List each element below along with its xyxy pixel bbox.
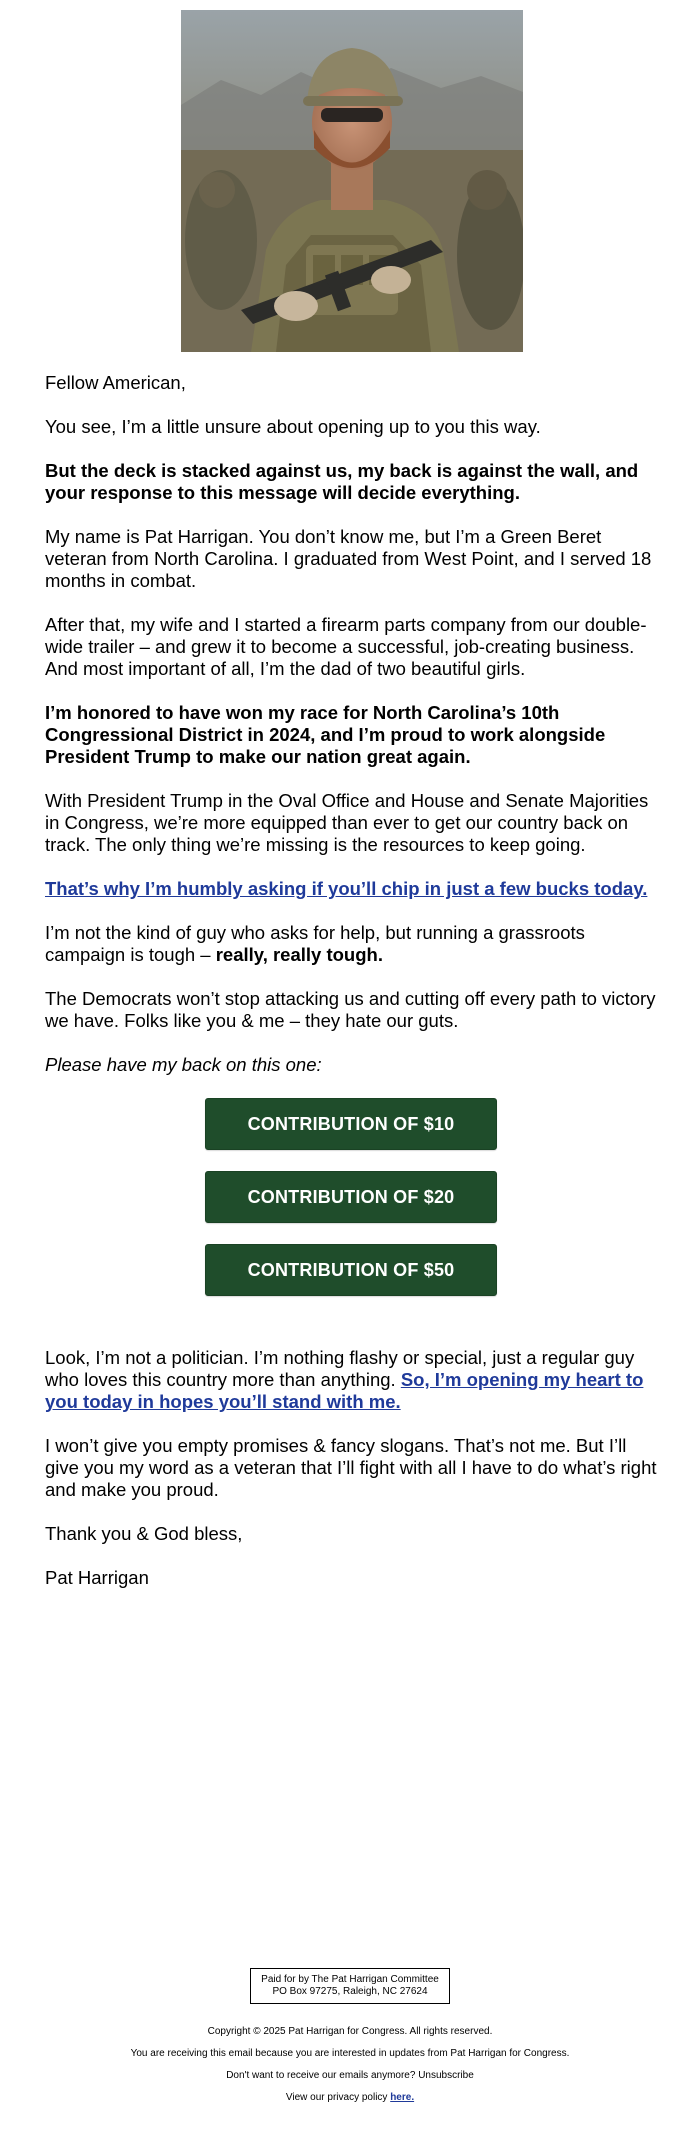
chip-in-link[interactable]: That’s why I’m humbly asking if you’ll chip in just a few bucks today. [45,878,648,899]
contribute-10-button[interactable]: CONTRIBUTION OF $10 [205,1098,497,1150]
po-box-line: PO Box 97275, Raleigh, NC 27624 [272,1986,428,1997]
paragraph-stacked: But the deck is stacked against us, my back is against the wall, and your response to this message will decide everything. [45,460,639,503]
privacy-line [0,2092,700,2104]
paragraph-democrats: The Democrats won’t stop attacking us and cutting off every path to victory we have. Folks like you & me – they hate our guts. [45,988,656,1031]
contribution-buttons [45,1098,657,1296]
tough-emphasis: really, really tough. [215,944,383,965]
paid-for-line: Paid for by The Pat Harrigan Committee [261,1974,439,1985]
contribute-50-button[interactable]: CONTRIBUTION OF $50 [205,1244,497,1296]
contribute-20-button[interactable]: CONTRIBUTION OF $20 [205,1171,497,1223]
paragraph-unsure: You see, I’m a little unsure about opening up to you this way. [45,416,541,437]
unsubscribe-text[interactable]: Don't want to receive our emails anymore? Unsubscribe [226,2070,474,2081]
hero-photo [181,10,523,352]
paragraph-have-my-back: Please have my back on this one: [45,1054,322,1075]
paragraph-tough [45,922,657,966]
greeting: Fellow American, [45,372,186,393]
tough-text: I’m not the kind of guy who asks for help, but running a grassroots campaign is tough – [45,922,585,965]
signoff: Thank you & God bless, [45,1523,243,1544]
soldier-photo-illustration [181,10,523,352]
not-politician-text: Look, I’m not a politician. I’m nothing flashy or special, just a regular guy who loves this country more than anything. [45,1347,635,1390]
paragraph-honored: I’m honored to have won my race for North Carolina’s 10th Congressional District in 2024, and I’m proud to work alongside President Trump to make our nation great again. [45,702,606,767]
paid-for-box [250,1968,450,2004]
open-heart-link[interactable]: So, I’m opening my heart to you today in hopes you’ll stand with me. [45,1369,644,1412]
privacy-prefix: View our privacy policy [285,2092,391,2103]
signature: Pat Harrigan [45,1567,149,1588]
paragraph-promise: I won’t give you empty promises & fancy slogans. That’s not me. But I’ll give you my word as a veteran that I’ll fight with all I have to do what’s right and make you proud. [45,1435,657,1500]
paragraph-ask-link [45,878,657,900]
paragraph-not-politician [45,1347,657,1413]
privacy-link[interactable]: here. [390,2092,415,2103]
paragraph-business: After that, my wife and I started a firearm parts company from our double-wide trailer – and grew it to become a successful, job-creating business. And most important of all, I’m the dad of two beautiful girls. [45,614,647,679]
email-footer [0,1968,700,2114]
copyright-text: Copyright © 2025 Pat Harrigan for Congress. All rights reserved. [207,2026,493,2037]
spacer [45,1317,657,1347]
paragraph-bio: My name is Pat Harrigan. You don’t know me, but I’m a Green Beret veteran from North Carolina. I graduated from West Point, and I served 18 months in combat. [45,526,652,591]
receiving-reason-text: You are receiving this email because you are interested in updates from Pat Harrigan for Congress. [130,2048,570,2059]
paragraph-equipped: With President Trump in the Oval Office and House and Senate Majorities in Congress, we’re more equipped than ever to get our country back on track. The only thing we’re missing is the resources to keep going. [45,790,649,855]
email-body [45,372,657,1611]
